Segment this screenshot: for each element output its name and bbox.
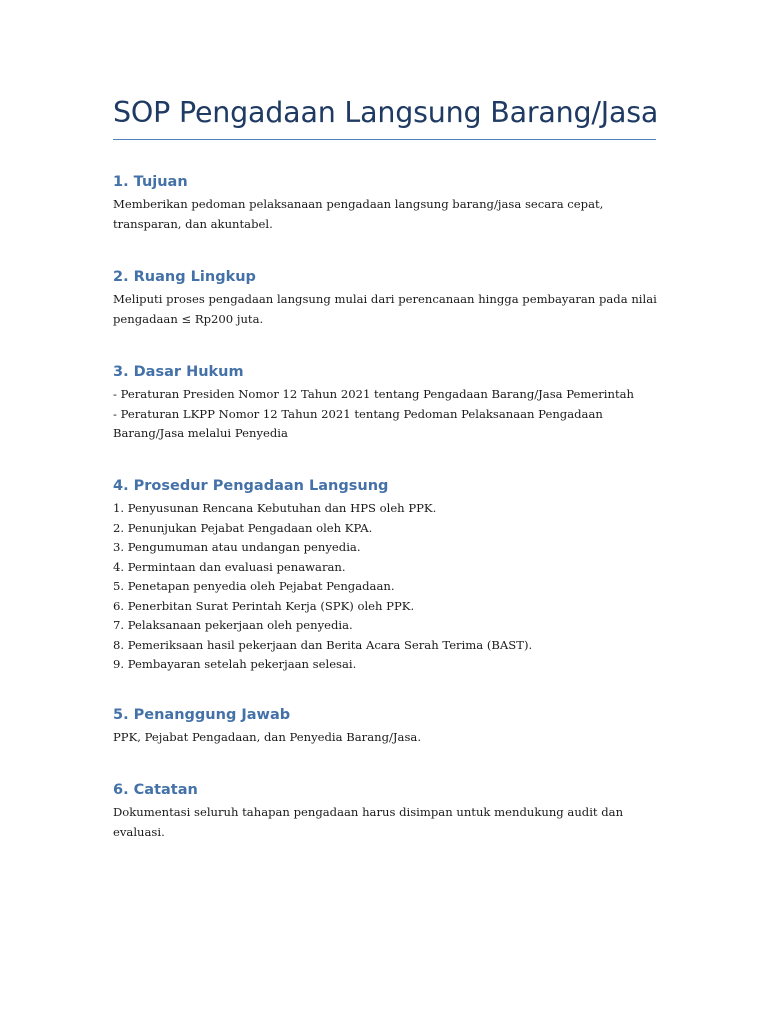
section-heading: 1. Tujuan (113, 174, 188, 190)
procedure-step: 4. Permintaan dan evaluasi penawaran. (113, 559, 346, 574)
section-heading: 5. Penanggung Jawab (113, 707, 291, 723)
section-ruang-lingkup (113, 266, 658, 329)
body-line: - Peraturan Presiden Nomor 12 Tahun 2021 tentang Pengadaan Barang/Jasa Pemerintah (113, 387, 635, 401)
section-heading: 3. Dasar Hukum (113, 364, 244, 380)
procedure-step: 2. Penunjukan Pejabat Pengadaan oleh KPA. (113, 520, 373, 535)
section-body (113, 385, 658, 444)
section-tujuan (113, 171, 658, 234)
section-body (113, 803, 658, 842)
procedure-step: 3. Pengumuman atau undangan penyedia. (113, 540, 361, 554)
section-penanggung-jawab (113, 704, 658, 748)
body-line: evaluasi. (113, 824, 165, 839)
section-dasar-hukum (113, 361, 658, 444)
section-prosedur (113, 475, 658, 675)
section-body (113, 195, 658, 234)
title-divider (113, 139, 656, 140)
procedure-step: 8. Pemeriksaan hasil pekerjaan dan Berita Acara Serah Terima (BAST). (113, 637, 533, 652)
section-heading: 2. Ruang Lingkup (113, 269, 256, 285)
procedure-step: 5. Penetapan penyedia oleh Pejabat Pengadaan. (113, 579, 395, 593)
section-body (113, 499, 658, 675)
procedure-step: 6. Penerbitan Surat Perintah Kerja (SPK) oleh PPK. (113, 598, 415, 613)
document-title: SOP Pengadaan Langsung Barang/Jasa (113, 96, 659, 129)
body-line: Meliputi proses pengadaan langsung mulai dari perencanaan hingga pembayaran pada nilai (113, 292, 657, 306)
body-line: Barang/Jasa melalui Penyedia (113, 426, 288, 440)
body-line: Memberikan pedoman pelaksanaan pengadaan langsung barang/jasa secara cepat, (113, 197, 604, 211)
body-line: PPK, Pejabat Pengadaan, dan Penyedia Barang/Jasa. (113, 730, 422, 744)
procedure-step: 1. Penyusunan Rencana Kebutuhan dan HPS oleh PPK. (113, 501, 437, 515)
body-line: transparan, dan akuntabel. (113, 216, 273, 231)
procedure-step: 9. Pembayaran setelah pekerjaan selesai. (113, 657, 357, 671)
body-line: Dokumentasi seluruh tahapan pengadaan harus disimpan untuk mendukung audit dan (113, 805, 624, 819)
section-heading: 4. Prosedur Pengadaan Langsung (113, 478, 389, 494)
procedure-list (113, 499, 658, 675)
procedure-step: 7. Pelaksanaan pekerjaan oleh penyedia. (113, 618, 353, 632)
section-body (113, 290, 658, 329)
body-line: - Peraturan LKPP Nomor 12 Tahun 2021 tentang Pedoman Pelaksanaan Pengadaan (113, 406, 603, 421)
section-heading: 6. Catatan (113, 782, 198, 798)
section-catatan (113, 779, 658, 842)
section-body (113, 728, 658, 748)
body-line: pengadaan ≤ Rp200 juta. (113, 311, 264, 326)
